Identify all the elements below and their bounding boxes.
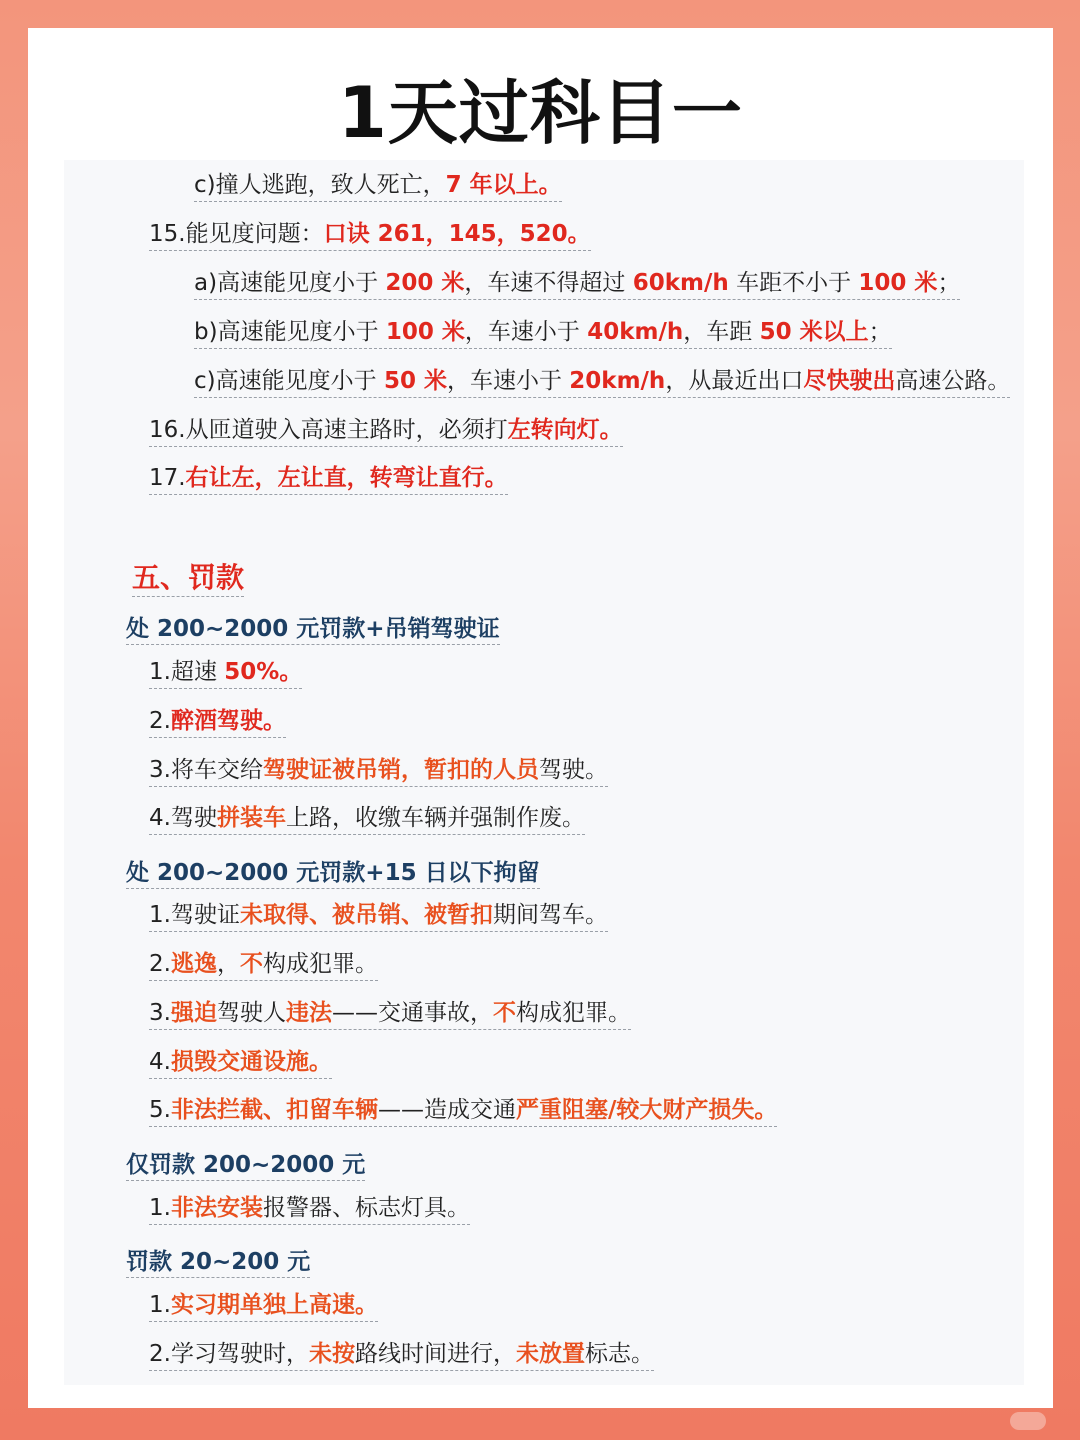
line-text: 构成犯罪。 — [262, 951, 378, 977]
text-line — [194, 368, 1010, 398]
text-line — [149, 417, 623, 447]
line-text: 3. — [149, 1000, 171, 1026]
highlight-text: 未取得、被吊销、被暂扣 — [239, 902, 493, 928]
line-text: 1. — [149, 1292, 171, 1318]
highlight-text: 醉酒驾驶。 — [170, 708, 286, 734]
highlight-text: 强迫 — [170, 1000, 217, 1026]
text-line — [194, 319, 892, 349]
line-text: 上路，收缴车辆并强制作废。 — [285, 805, 585, 831]
highlight-text: 40km/h — [587, 319, 684, 345]
text-line — [149, 659, 302, 689]
line-text: 驾驶人 — [216, 1000, 286, 1026]
line-text: a)高速能见度小于 — [194, 270, 386, 296]
line-text: b)高速能见度小于 — [194, 319, 386, 345]
penalty-subheading: 罚款 20~200 元 — [126, 1243, 310, 1278]
highlight-text: 50 米 — [383, 368, 447, 394]
line-text: ，车速不得超过 — [464, 270, 633, 296]
line-text: 4.驾驶 — [149, 805, 217, 831]
line-text: 路线时间进行， — [354, 1341, 516, 1367]
penalty-subheading: 处 200~2000 元罚款+15 日以下拘留 — [126, 854, 540, 889]
text-line — [149, 465, 508, 495]
highlight-text: 驾驶证被吊销，暂扣的人员 — [262, 757, 539, 783]
text-line — [149, 1000, 631, 1030]
highlight-text: 50%。 — [224, 659, 303, 685]
highlight-text: 20km/h — [569, 368, 666, 394]
text-line — [194, 172, 562, 202]
highlight-text: 右让左，左让直，转弯让直行。 — [185, 465, 508, 491]
document-body — [64, 160, 1024, 1385]
text-line — [149, 902, 608, 932]
text-line — [149, 951, 378, 981]
line-text: 3.将车交给 — [149, 757, 263, 783]
text-line — [149, 757, 608, 787]
penalty-subheading: 仅罚款 200~2000 元 — [126, 1146, 365, 1181]
line-text: 17. — [149, 465, 186, 491]
highlight-text: 违法 — [285, 1000, 332, 1026]
highlight-text: 逃逸 — [170, 951, 217, 977]
text-line — [194, 270, 960, 300]
highlight-text: 不 — [239, 951, 263, 977]
highlight-text: 60km/h — [632, 270, 729, 296]
line-text: 标志。 — [584, 1341, 654, 1367]
line-text: 15.能见度问题： — [149, 221, 324, 247]
line-text: 1.驾驶证 — [149, 902, 240, 928]
line-text: ——交通事故， — [331, 1000, 493, 1026]
highlight-text: 左转向灯。 — [507, 417, 623, 443]
highlight-text: 100 米 — [385, 319, 465, 345]
text-line — [149, 1195, 470, 1225]
text-line — [149, 1341, 654, 1371]
highlight-text: 口诀 261，145，520。 — [323, 221, 591, 247]
highlight-text: 损毁交通设施。 — [170, 1049, 332, 1075]
highlight-text: 实习期单独上高速。 — [170, 1292, 378, 1318]
page-title: 1天过科目一 — [338, 72, 743, 154]
highlight-text: 非法安装 — [170, 1195, 263, 1221]
text-line — [149, 221, 591, 251]
line-text: ，车速小于 — [464, 319, 588, 345]
penalty-subheading: 处 200~2000 元罚款+吊销驾驶证 — [126, 610, 500, 645]
line-text: 1. — [149, 1195, 171, 1221]
line-text: ，车距 — [683, 319, 760, 345]
line-text: 车距不小于 — [728, 270, 859, 296]
text-line — [149, 1049, 332, 1079]
line-text: ； — [937, 270, 961, 296]
line-text: 4. — [149, 1049, 171, 1075]
line-text: ——造成交通 — [377, 1097, 516, 1123]
text-line — [149, 1097, 777, 1127]
line-text: c)高速能见度小于 — [194, 368, 384, 394]
line-text: ，从最近出口 — [665, 368, 804, 394]
highlight-text: 未按 — [308, 1341, 355, 1367]
line-text: 报警器、标志灯具。 — [262, 1195, 470, 1221]
highlight-text: 尽快驶出 — [803, 368, 896, 394]
highlight-text: 100 米 — [858, 270, 938, 296]
text-line — [149, 1292, 378, 1322]
section-heading: 五、罚款 — [132, 556, 244, 597]
line-text: 5. — [149, 1097, 171, 1123]
line-text: 2. — [149, 951, 171, 977]
line-text: 16.从匝道驶入高速主路时，必须打 — [149, 417, 508, 443]
highlight-text: 未放置 — [515, 1341, 585, 1367]
highlight-text: 拼装车 — [216, 805, 286, 831]
highlight-text: 严重阻塞/较大财产损失。 — [515, 1097, 778, 1123]
line-text: 高速公路。 — [895, 368, 1011, 394]
line-text: ，车速小于 — [446, 368, 570, 394]
watermark-badge — [1010, 1412, 1046, 1430]
line-text: 构成犯罪。 — [515, 1000, 631, 1026]
line-text: ； — [868, 319, 892, 345]
line-text: 2.学习驾驶时， — [149, 1341, 309, 1367]
highlight-text: 50 米以上 — [759, 319, 869, 345]
line-text: 驾驶。 — [538, 757, 608, 783]
line-text: ， — [216, 951, 240, 977]
highlight-text: 不 — [492, 1000, 516, 1026]
text-line — [149, 708, 286, 738]
text-line — [149, 805, 585, 835]
line-text: 期间驾车。 — [492, 902, 608, 928]
line-text: 1.超速 — [149, 659, 225, 685]
line-text: 2. — [149, 708, 171, 734]
highlight-text: 200 米 — [385, 270, 465, 296]
highlight-text: 非法拦截、扣留车辆 — [170, 1097, 378, 1123]
line-text: c)撞人逃跑，致人死亡， — [194, 172, 446, 198]
highlight-text: 7 年以上。 — [445, 172, 562, 198]
